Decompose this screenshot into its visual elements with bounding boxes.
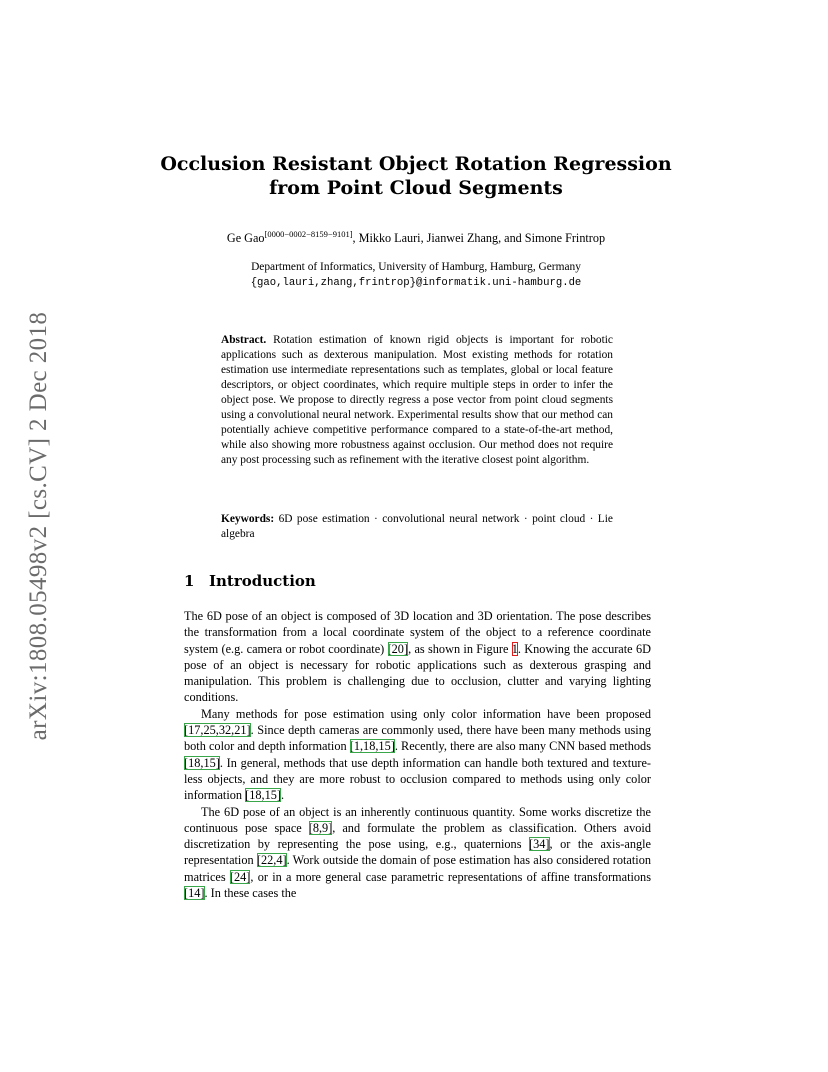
- citation-link[interactable]: [17,25,32,21]: [184, 723, 251, 738]
- citation-link[interactable]: [20]: [387, 641, 409, 656]
- text-span: . In these cases the: [204, 886, 297, 901]
- other-authors: , Mikko Lauri, Jianwei Zhang, and Simone Frintrop: [352, 231, 606, 246]
- text-span: . Since depth cameras are commonly used, there have been many methods using both color and depth information: [184, 723, 651, 754]
- citation-link[interactable]: [18,15]: [184, 755, 220, 770]
- abstract: [221, 333, 613, 468]
- section-number: 1: [184, 572, 195, 590]
- citation-link[interactable]: [8,9]: [308, 820, 333, 835]
- citation-link[interactable]: [24]: [229, 869, 251, 884]
- figure-link[interactable]: 1: [511, 641, 518, 656]
- text-span: Many methods for pose estimation using only color information have been proposed: [201, 706, 651, 721]
- text-span: . Knowing the accurate 6D pose of an object is necessary for robotic applications such as dexterous grasping and manipulation. This problem is challenging due to occlusion, clutter and varying lighting conditions.: [184, 641, 651, 705]
- arxiv-sidebar-stamp: [26, 290, 52, 762]
- citation-link[interactable]: [22,4]: [256, 853, 287, 868]
- citation-link[interactable]: [1,18,15]: [349, 739, 395, 754]
- title-line-2: from Point Cloud Segments: [269, 177, 563, 199]
- paragraph-3: [184, 804, 651, 902]
- text-span: . Work outside the domain of pose estimation has also considered rotation matrices: [184, 853, 651, 884]
- keywords: [221, 512, 613, 542]
- section-title: Introduction: [209, 572, 316, 590]
- citation-link[interactable]: [18,15]: [245, 788, 281, 803]
- abstract-text: Rotation estimation of known rigid objects is important for robotic applications such as dexterous manipulation. Most existing methods for rotation estimation use intermediate representations such as templates, global or local feature descriptors, or object coordinates, which require multiple steps in order to infer the object pose. We propose to directly regress a pose vector from point cloud segments using a convolutional neural network. Experimental results show that our method can potentially achieve competitive performance compared to a state-of-the-art method, while also showing more robustness against occlusion. Our method does not require any post processing such as refinement with the iterative closest point algorithm.: [221, 334, 613, 466]
- author-emails: {gao,lauri,zhang,frintrop}@informatik.uni-hamburg.de: [250, 277, 582, 289]
- citation-link[interactable]: [34]: [529, 837, 550, 852]
- body-text: [184, 608, 651, 901]
- orcid-id: [0000−0002−8159−9101]: [264, 229, 353, 239]
- text-span: .: [281, 788, 285, 803]
- paragraph-1: [184, 608, 651, 706]
- affiliation-block: [160, 259, 672, 291]
- paper-title: [150, 152, 682, 200]
- title-line-1: Occlusion Resistant Object Rotation Regression: [160, 153, 672, 175]
- text-span: , or the axis-angle representation: [184, 837, 651, 868]
- text-span: , or in a more general case parametric representations of affine transformations: [250, 869, 651, 884]
- text-span: , as shown in Figure: [408, 641, 512, 656]
- text-span: The 6D pose of an object is composed of 3D location and 3D orientation. The pose describes the transformation from a local coordinate system of the object to a reference coordinate system (e.g. camera or robot coordinate): [184, 609, 651, 656]
- text-span: . Recently, there are also many CNN based methods: [394, 739, 651, 754]
- first-author: Ge Gao: [226, 231, 265, 246]
- text-span: . In general, methods that use depth information can handle both textured and texture-less objects, and they are more robust to occlusion compared to methods using only color information: [184, 755, 651, 803]
- keywords-label: Keywords:: [221, 513, 275, 525]
- section-heading: [184, 572, 316, 590]
- author-list: [120, 229, 712, 246]
- affiliation: Department of Informatics, University of Hamburg, Hamburg, Germany: [251, 261, 581, 273]
- abstract-label: Abstract.: [221, 334, 267, 346]
- arxiv-identifier: arXiv:1808.05498v2 [cs.CV] 2 Dec 2018: [25, 311, 52, 741]
- text-span: , and formulate the problem as classification. Others avoid discretization by representing the pose using, e.g., quaternions: [184, 820, 651, 852]
- paragraph-2: [184, 706, 651, 804]
- text-span: The 6D pose of an object is an inherently continuous quantity. Some works discretize the continuous pose space: [184, 804, 651, 835]
- citation-link[interactable]: [14]: [184, 886, 205, 901]
- keywords-text: 6D pose estimation · convolutional neural network · point cloud · Lie algebra: [221, 513, 613, 540]
